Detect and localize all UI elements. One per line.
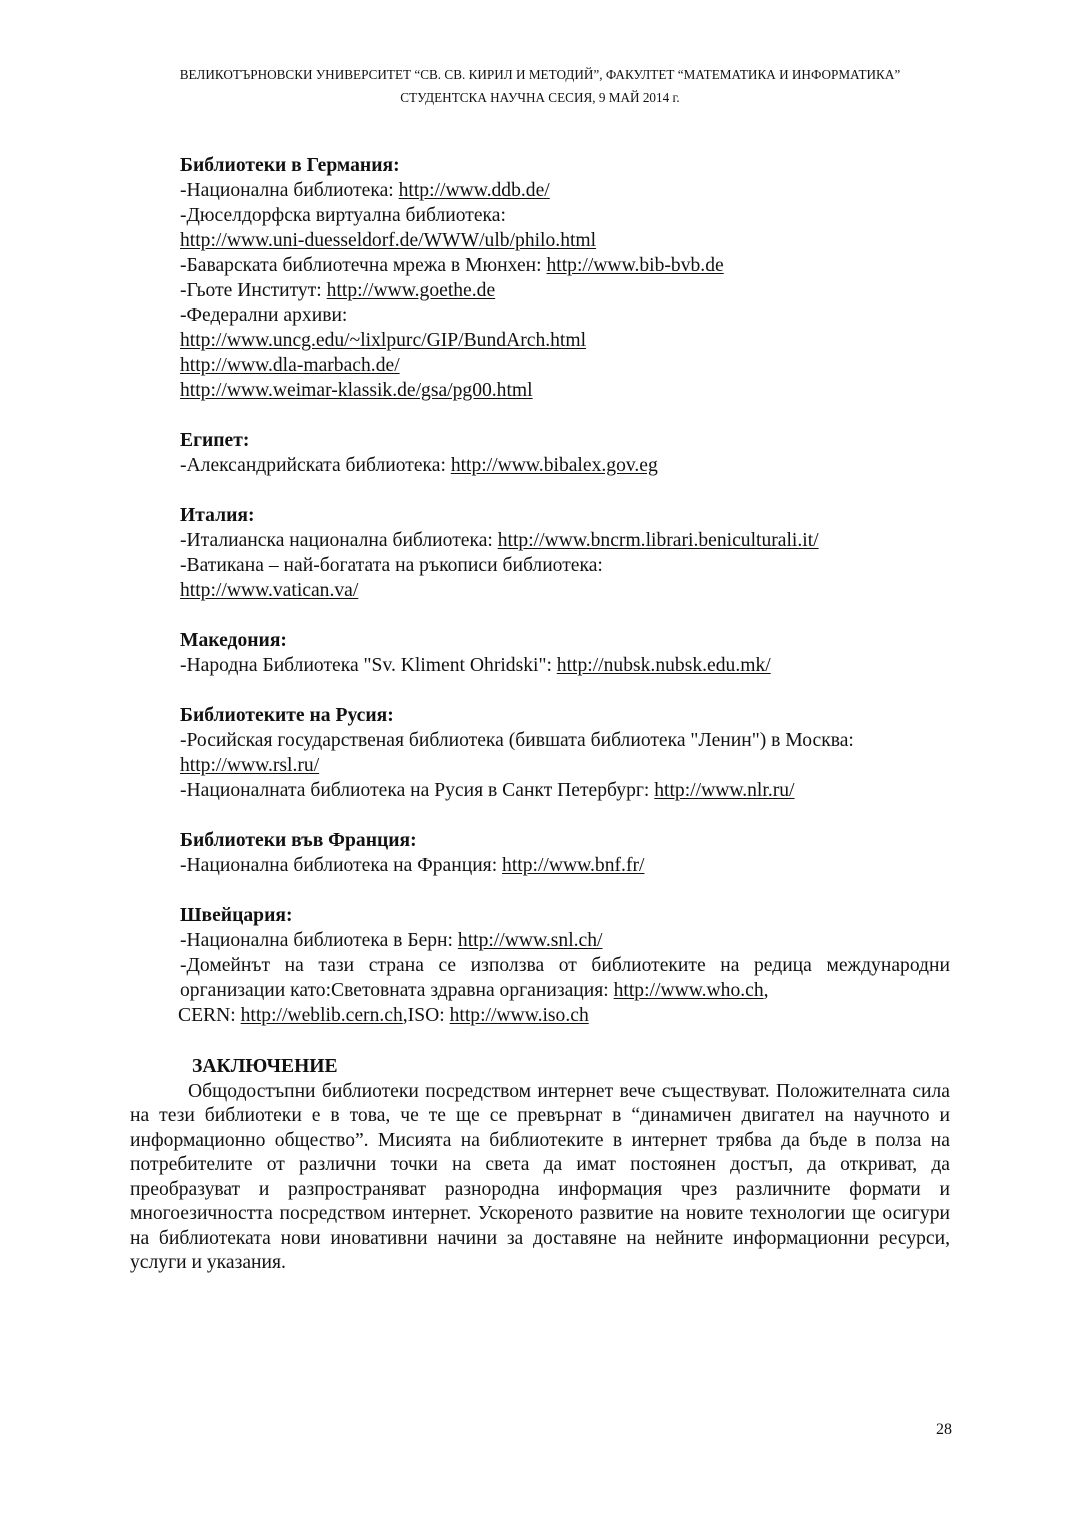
section-title-macedonia: Македония:	[180, 630, 287, 651]
link-nubsk[interactable]: http://nubsk.nubsk.edu.mk/	[556, 655, 771, 676]
conclusion-paragraph: Общодостъпни библиотеки посредством интернет вече съществуват. Положителната сила на тези библиотеки е в това, че те ще се превърнат в “динамичен двигател на научното и информационно общество”. Мисията на библиотеките в интернет трябва да бъде в полза на потребителите от различни точки на света да имат постоянен достъп, да откриват, да преобразуват и разпространяват разнородна информация чрез различните формати и многоезичността посредством интернет. Ускореното развитие на новите технологии ще осигури на библиотеката нови иновативни начини за доставяне на нейните информационни ресурси, услуги и указания.	[130, 1080, 950, 1273]
list-item	[180, 178, 960, 203]
item-label: -Национална библиотека в Берн:	[180, 930, 458, 951]
link-rsl[interactable]: http://www.rsl.ru/	[180, 755, 320, 776]
link-cern[interactable]: http://weblib.cern.ch	[240, 1005, 403, 1026]
link-iso[interactable]: http://www.iso.ch	[449, 1005, 589, 1026]
comma-separator: ,	[763, 980, 769, 1001]
section-title-italy: Италия:	[180, 505, 255, 526]
link-dla-marbach[interactable]: http://www.dla-marbach.de/	[180, 355, 400, 376]
list-item	[180, 653, 960, 678]
item-label: -Национална библиотека на Франция:	[180, 855, 503, 876]
item-label: -Баварската библиотечна мрежа в Мюнхен:	[180, 255, 547, 276]
item-text: -Домейнът на тази страна се използва от библиотеките на редица международни организации като:Световната здравна организация:	[180, 955, 950, 1001]
item-label: -Народна Библиотека "Sv. Kliment Ohridski":	[180, 655, 557, 676]
item-label: -Федерални архиви:	[180, 305, 348, 326]
library-list	[180, 153, 960, 1053]
section-germany	[180, 153, 960, 403]
item-label: ,ISO:	[402, 1005, 450, 1026]
link-bnf[interactable]: http://www.bnf.fr/	[502, 855, 645, 876]
item-label: -Росийская государственая библиотека (бившата библиотека "Ленин") в Москва:	[180, 730, 854, 751]
running-header	[0, 63, 1080, 109]
section-title-egypt: Египет:	[180, 430, 250, 451]
list-item	[180, 253, 960, 278]
conclusion-section	[130, 1055, 950, 1276]
list-item	[180, 853, 960, 878]
section-title-switzerland: Швейцария:	[180, 905, 293, 926]
item-label: -Гьоте Институт:	[180, 280, 327, 301]
header-session-line: СТУДЕНТСКА НАУЧНА СЕСИЯ, 9 МАЙ 2014 г.	[400, 90, 680, 105]
conclusion-title: ЗАКЛЮЧЕНИЕ	[192, 1056, 338, 1077]
item-label: CERN:	[178, 1005, 241, 1026]
link-nlr[interactable]: http://www.nlr.ru/	[654, 780, 795, 801]
section-france	[180, 828, 960, 878]
link-snl[interactable]: http://www.snl.ch/	[457, 930, 603, 951]
item-label: -Национална библиотека:	[180, 180, 399, 201]
link-who[interactable]: http://www.who.ch	[613, 980, 764, 1001]
link-bibalex[interactable]: http://www.bibalex.gov.eg	[450, 455, 658, 476]
link-ddb[interactable]: http://www.ddb.de/	[398, 180, 550, 201]
link-vatican[interactable]: http://www.vatican.va/	[180, 580, 359, 601]
list-item	[180, 278, 960, 303]
item-label: -Италианска национална библиотека:	[180, 530, 498, 551]
list-item	[180, 453, 960, 478]
section-italy	[180, 503, 960, 603]
page-number: 28	[936, 1421, 952, 1438]
section-macedonia	[180, 628, 960, 678]
section-russia	[180, 703, 960, 803]
list-item	[180, 528, 960, 553]
section-title-france: Библиотеки във Франция:	[180, 830, 417, 851]
item-label: -Националната библиотека на Русия в Санкт Петербург:	[180, 780, 655, 801]
header-university-line: ВЕЛИКОТЪРНОВСКИ УНИВЕРСИТЕТ “СВ. СВ. КИРИЛ И МЕТОДИЙ”, ФАКУЛТЕТ “МАТЕМАТИКА И ИНФОРМАТИКА”	[179, 67, 901, 82]
link-bib-bvb[interactable]: http://www.bib-bvb.de	[546, 255, 724, 276]
section-title-russia: Библиотеките на Русия:	[180, 705, 394, 726]
list-item	[180, 953, 950, 1003]
section-switzerland	[180, 903, 960, 1028]
link-duesseldorf[interactable]: http://www.uni-duesseldorf.de/WWW/ulb/philo.html	[180, 230, 597, 251]
link-bundarch[interactable]: http://www.uncg.edu/~lixlpurc/GIP/BundArch.html	[180, 330, 587, 351]
list-item	[180, 778, 960, 803]
link-goethe[interactable]: http://www.goethe.de	[326, 280, 496, 301]
item-label: -Александрийската библиотека:	[180, 455, 451, 476]
section-egypt	[180, 428, 960, 478]
list-item	[180, 928, 960, 953]
link-weimar-klassik[interactable]: http://www.weimar-klassik.de/gsa/pg00.html	[180, 380, 533, 401]
item-label: -Ватикана – най-богатата на ръкописи библиотека:	[180, 555, 603, 576]
item-label: -Дюселдорфска виртуална библиотека:	[180, 205, 506, 226]
link-bncrm[interactable]: http://www.bncrm.librari.beniculturali.it/	[497, 530, 819, 551]
section-title-germany: Библиотеки в Германия:	[180, 155, 400, 176]
list-item	[178, 1003, 960, 1028]
